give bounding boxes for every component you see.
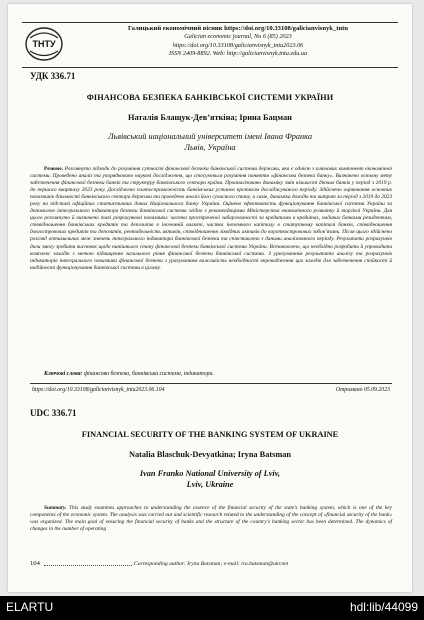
footer-rule (44, 565, 132, 566)
article-doi-link[interactable]: https://doi.org/10.33108/galicianvisnyk_tntu2023.06.104 (32, 387, 165, 393)
header-line-3[interactable]: https://doi.org/10.33108/galicianvisnyk_tntu2023.06 (172, 41, 304, 49)
affiliation-uk (8, 131, 412, 153)
article-title-en: FINANCIAL SECURITY OF THE BANKING SYSTEM OF UKRAINE (81, 430, 339, 439)
keywords-uk (44, 371, 392, 377)
abstract-uk (30, 166, 392, 272)
repository-name[interactable]: ELARTU (6, 600, 54, 614)
header-line-4[interactable]: ISSN 2409-8892. Web: http://galicianvisnyk.tntu.edu.ua (168, 49, 308, 57)
received-date: Отримано 05.09.2023 (335, 387, 390, 393)
authors-en: Natalia Blaschuk-Devyatkina; Iryna Batsman (128, 450, 292, 459)
affiliation-uk-line-1: Львівський національний університет імені Івана Франка (108, 132, 312, 141)
header-line-2: Galician economic journal, No 6 (85) 2023 (184, 33, 292, 41)
abstract-uk-label: Резюме. (44, 166, 64, 172)
logo-text: ТНТУ (32, 39, 56, 49)
handle-id[interactable]: hdl:lib/44099 (349, 600, 418, 614)
page-number: 104 (30, 560, 40, 567)
journal-header (22, 22, 398, 68)
affiliation-en-line-2: Lviv, Ukraine (186, 480, 234, 489)
affiliation-en (8, 468, 412, 490)
page-footer (30, 560, 392, 570)
authors-uk: Наталія Блащук-Дев’яткіна; Ірина Бацман (128, 113, 292, 122)
header-line-1[interactable]: Галицький економічний вісник https://doi.org/10.33108/galicianvisnyk_tntu (128, 25, 348, 32)
doi-line (30, 383, 392, 396)
affiliation-uk-line-2: Львів, Україна (184, 143, 236, 152)
abstract-en-label: Summary. (44, 505, 67, 511)
corresponding-author: Corresponding author: Iryna Batsman; e-mail: ira.batsman@ukr.net (134, 560, 289, 567)
udk-uk: УДК 336.71 (30, 71, 76, 81)
journal-page (8, 4, 412, 592)
article-title-uk: ФІНАНСОВА БЕЗПЕКА БАНКІВСЬКОЇ СИСТЕМИ УКРАЇНИ (86, 93, 334, 102)
keywords-uk-label: Ключові слова: (44, 371, 83, 377)
abstract-en-text: This study examines approaches to understanding the essence of the financial security of the state’s banking system, which is one of the key components of the economic system. The analysis was carried out and scientific research related to the understanding of the concept of «financial security of the bank» was organized. The main goal of ensuring the financial security of banks and the structure of the country’s banking sector has been determined. The dynamics of changes in the number of operating (30, 505, 392, 533)
abstract-uk-text: Розглянуто підходи до розуміння сутності фінансової безпеки банківської системи держави, яка є однією з ключових компонент економічної системи. Проведено аналіз та упорядковано наукові дослідження, що стосуються розуміння поняття «фінансова безпека банку». Визначено основну мету забезпечення фінансової безпеки банків та структуру банківського сектора країни. Проаналізовано динаміку змін кількості діючих банків у період з 2019 р. до першого кварталу 2023 року. Досліджено платоспроможність банківських установ протягом досліджуваного періоду. Здійснено оцінювання основних показників діяльності банківського сектора держави та проведено аналіз його сучасного стану, а саме, динаміка доходів та витрат за період з 2019 до 2023 року на підставі офіційних статистичних даних Національного банку України. Оцінено ефективність функціонування банківської системи України за допомогою інтегрального індикатора безпеки банківської системи згідно з рекомендаціями Міністерства економічного розвитку й торгівлі України. Для цього розглянуто й визначено такі розрахункові показники: частка простроченої заборгованості за кредитами в кредитах, наданих банками резидентам, співвідношення банківських кредитів та депозитів в іноземній валюті, частка іноземного капіталу в статутному капіталі банків, співвідношення довгострокових кредитів та депозитів, рентабельність активів, співвідношення ліквідних активів до короткострокових зобов’язань. Після цього здійснено розгляд оптимальних меж значень інтегрального індикатора банківської безпеки та співставлено з даними аналізованого періоду. Результати розрахунків дали змогу зробити висновок щодо нинішнього стану фінансової безпеки банківської системи України. Встановлено, що необхідно розробити й упровадити комплекс заходів з метою підвищення загального рівня фінансової безпеки банківської системи. З урахуванням результатів аналізу та розрахунків індикаторів інтегрального показника фінансової безпеки з урахуванням важливість необхідності впровадження цих заходів для забезпечення стійкості й надійності функціонування банківської системи в цілому. (30, 166, 392, 271)
journal-header-text (78, 25, 398, 58)
affiliation-en-line-1: Ivan Franko National University of Lviv, (139, 469, 281, 478)
journal-logo (24, 26, 64, 62)
udc-en: UDC 336.71 (30, 408, 77, 418)
viewer-bottom-bar (0, 596, 424, 620)
abstract-en (30, 505, 392, 533)
keywords-uk-text: фінансова безпека, банківська система, індикатори. (83, 371, 214, 377)
